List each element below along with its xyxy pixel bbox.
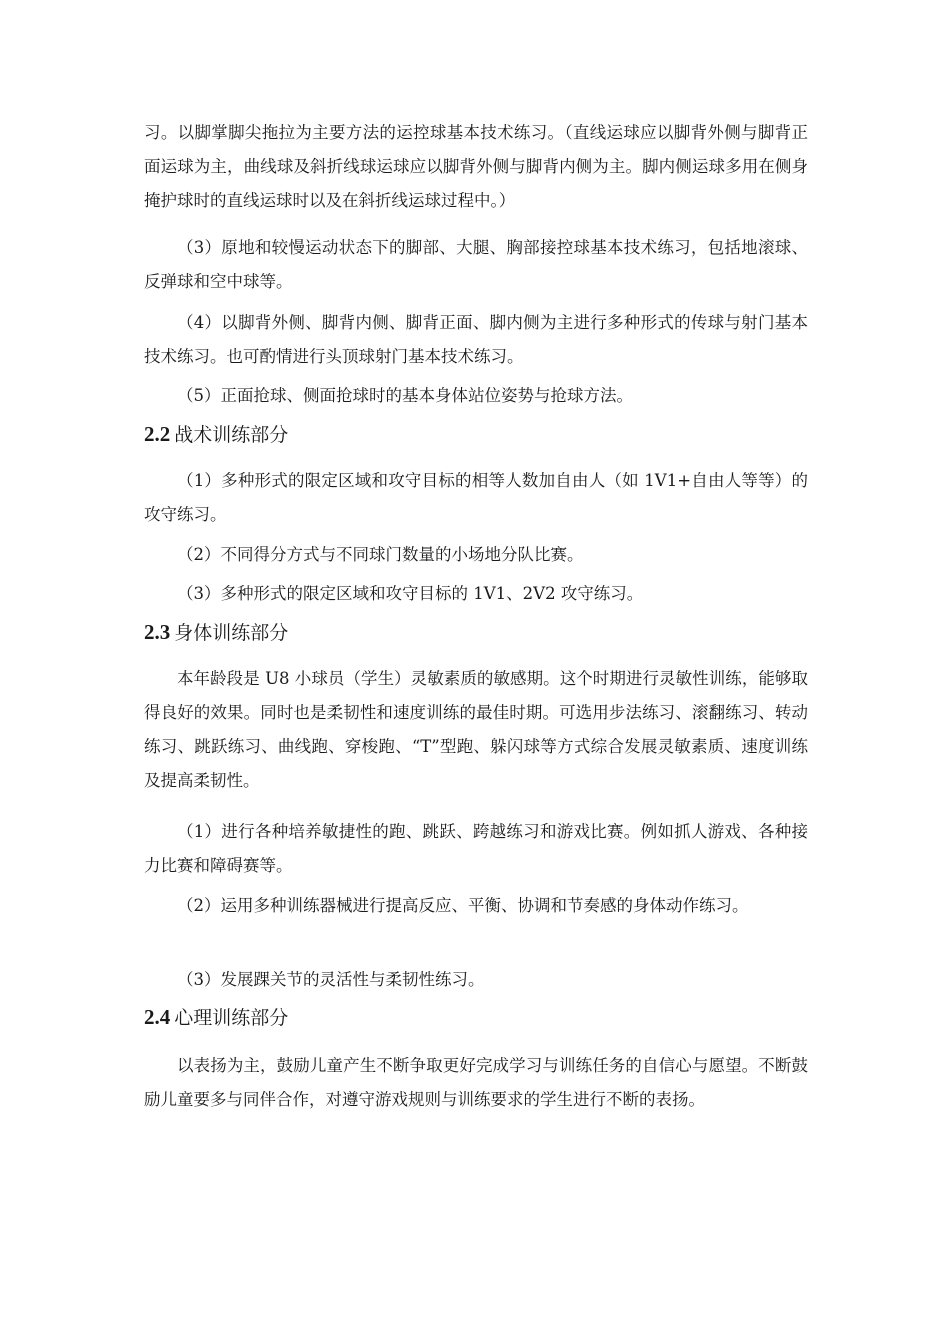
paragraph-physical-intro: 本年龄段是 U8 小球员（学生）灵敏素质的敏感期。这个时期进行灵敏性训练，能够取得良好的效果。同时也是柔韧性和速度训练的最佳时期。可选用步法练习、滚翻练习、转动练习、跳跃练习、曲线跑、穿梭跑、“T”型跑、躲闪球等方式综合发展灵敏素质、速度训练及提高柔韧性。 [144,669,808,790]
paragraph-dribbling-continuation: 习。以脚掌脚尖拖拉为主要方法的运控球基本技术练习。（直线运球应以脚背外侧与脚背正面运球为主，曲线球及斜折线球运球应以脚背外侧与脚背内侧为主。脚内侧运球多用在侧身掩护球时的直线运球时以及在斜折线运球过程中。） [144,123,808,210]
paragraph-tech-item-5: （5）正面抢球、侧面抢球时的基本身体站位姿势与抢球方法。 [177,386,633,405]
section-title: 心理训练部分 [174,1007,289,1029]
paragraph-psychology-body: 以表扬为主，鼓励儿童产生不断争取更好完成学习与训练任务的自信心与愿望。不断鼓励儿童要多与同伴合作，对遵守游戏规则与训练要求的学生进行不断的表扬。 [144,1056,808,1109]
section-title: 战术训练部分 [174,424,289,446]
paragraph-physical-item-2: （2）运用多种训练器械进行提高反应、平衡、协调和节奏感的身体动作练习。 [177,896,749,915]
section-number: 2.3 [144,620,171,644]
section-heading-2-2 [144,419,288,450]
section-number: 2.2 [144,422,171,446]
paragraph-tech-item-3: （3）原地和较慢运动状态下的脚部、大腿、胸部接控球基本技术练习，包括地滚球、反弹球和空中球等。 [144,238,808,291]
paragraph-tactic-item-3: （3）多种形式的限定区域和攻守目标的 1V1、2V2 攻守练习。 [177,584,644,603]
section-heading-2-3 [144,617,288,648]
paragraph-tactic-item-2: （2）不同得分方式与不同球门数量的小场地分队比赛。 [177,545,584,564]
paragraph-tactic-item-1: （1）多种形式的限定区域和攻守目标的相等人数加自由人（如 1V1+自由人等等）的攻守练习。 [144,471,808,524]
paragraph-physical-item-3: （3）发展踝关节的灵活性与柔韧性练习。 [177,970,485,989]
section-number: 2.4 [144,1005,171,1029]
paragraph-physical-item-1: （1）进行各种培养敏捷性的跑、跳跃、跨越练习和游戏比赛。例如抓人游戏、各种接力比赛和障碍赛等。 [144,822,808,875]
section-title: 身体训练部分 [174,622,289,644]
paragraph-tech-item-4: （4）以脚背外侧、脚背内侧、脚背正面、脚内侧为主进行多种形式的传球与射门基本技术练习。也可酌情进行头顶球射门基本技术练习。 [144,313,808,366]
section-heading-2-4 [144,1002,288,1033]
